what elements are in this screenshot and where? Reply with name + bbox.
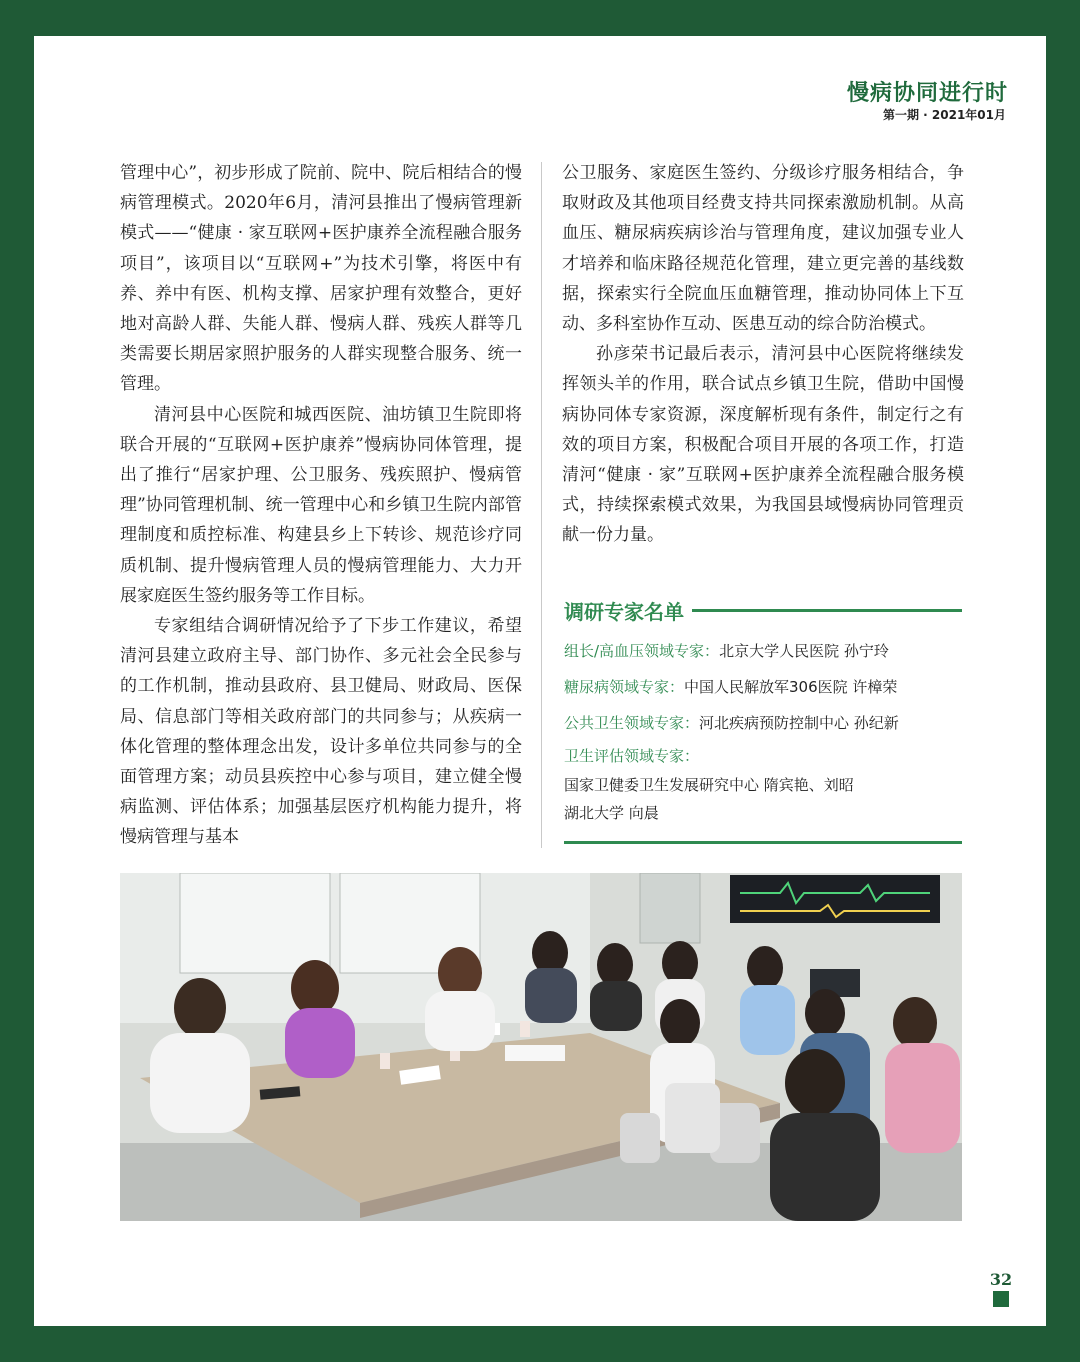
expert-role: 组长/高血压领域专家： (564, 642, 720, 660)
expert-role: 卫生评估领域专家： (564, 747, 700, 765)
article-paragraph: 公卫服务、家庭医生签约、分级诊疗服务相结合，争取财政及其他项目经费支持共同探索激励机制。从高血压、糖尿病疾病诊治与管理角度，建议加强专业人才培养和临床路径规范化管理，建立更完善的基线数据，探索实行全院血压血糖管理，推动协同体上下互动、多科室协作互动、医患互动的综合防治模式。 (562, 163, 964, 335)
article-paragraph: 清河县中心医院和城西医院、油坊镇卫生院即将联合开展的“互联网+医护康养”慢病协同体管理，提出了推行“居家护理、公卫服务、残疾照护、慢病管理”协同管理机制、统一管理中心和乡镇卫生院内部管理制度和质控标准、构建县乡上下转诊、规范诊疗同质机制、提升慢病管理人员的慢病管理能力、大力开展家庭医生签约服务等工作目标。 (120, 404, 522, 606)
expert-row (564, 705, 962, 741)
expert-row (564, 633, 962, 669)
expert-name: 国家卫健委卫生发展研究中心 隋宾艳、刘昭 (564, 776, 854, 794)
column-divider (541, 162, 542, 848)
expert-role: 糖尿病领域专家： (564, 678, 685, 696)
article-paragraph: 孙彦荣书记最后表示，清河县中心医院将继续发挥领头羊的作用，联合试点乡镇卫生院，借助中国慢病协同体专家资源，深度解析现有条件，制定行之有效的项目方案，积极配合项目开展的各项工作，打造清河“健康 · 家”互联网+医护康养全流程融合服务模式，持续探索模式效果，为我国县域慢病协同管理贡献一份力量。 (562, 344, 964, 546)
page-number: 32 (989, 1270, 1013, 1289)
watermark-text: 慢病协同体 (868, 1301, 979, 1326)
expert-name: 河北疾病预防控制中心 孙纪新 (699, 714, 899, 732)
issue-label: 第一期 · 2021年01月 (882, 108, 1006, 122)
right-column (562, 158, 964, 551)
wechat-icon (834, 1296, 862, 1322)
section-title: 慢病协同进行时 (846, 81, 1008, 106)
expert-name: 北京大学人民医院 孙宁玲 (719, 642, 889, 660)
left-column (120, 158, 522, 853)
box-bottom-rule (564, 841, 962, 844)
expert-name: 湖北大学 向晨 (564, 804, 659, 822)
expert-row (564, 669, 962, 705)
article-paragraph: 专家组结合调研情况给予了下步工作建议，希望清河县建立政府主导、部门协作、多元社会全民参与的工作机制，推动县政府、县卫健局、财政局、医保局、信息部门等相关政府部门的共同参与；从疾病一体化管理的整体理念出发，设计多单位共同参与的全面管理方案；动员县疾控中心参与项目，建立健全慢病监测、评估体系；加强基层医疗机构能力提升，将慢病管理与基本 (120, 616, 522, 848)
expert-list-title: 调研专家名单 (564, 600, 684, 624)
expert-list-header (564, 596, 962, 625)
article-paragraph: 管理中心”，初步形成了院前、院中、院后相结合的慢病管理模式。2020年6月，清河县推出了慢病管理新模式——“健康 · 家互联网+医护康养全流程融合服务项目”，该项目以“互联网+”为技术引擎，将医中有养、养中有医、机构支撑、居家护理有效整合，更好地对高龄人群、失能人群、慢病人群、残疾人群等几类需要长期居家照护服务的人群实现整合服务、统一管理。 (120, 163, 522, 395)
expert-name: 中国人民解放军306医院 许樟荣 (684, 678, 898, 696)
magazine-page (34, 36, 1046, 1326)
meeting-photo-illustration (120, 873, 962, 1221)
expert-list-box (564, 596, 962, 844)
meeting-photo (120, 873, 962, 1221)
expert-role: 公共卫生领域专家： (564, 714, 700, 732)
page-number-marker (993, 1291, 1009, 1307)
header-rule (692, 609, 962, 612)
